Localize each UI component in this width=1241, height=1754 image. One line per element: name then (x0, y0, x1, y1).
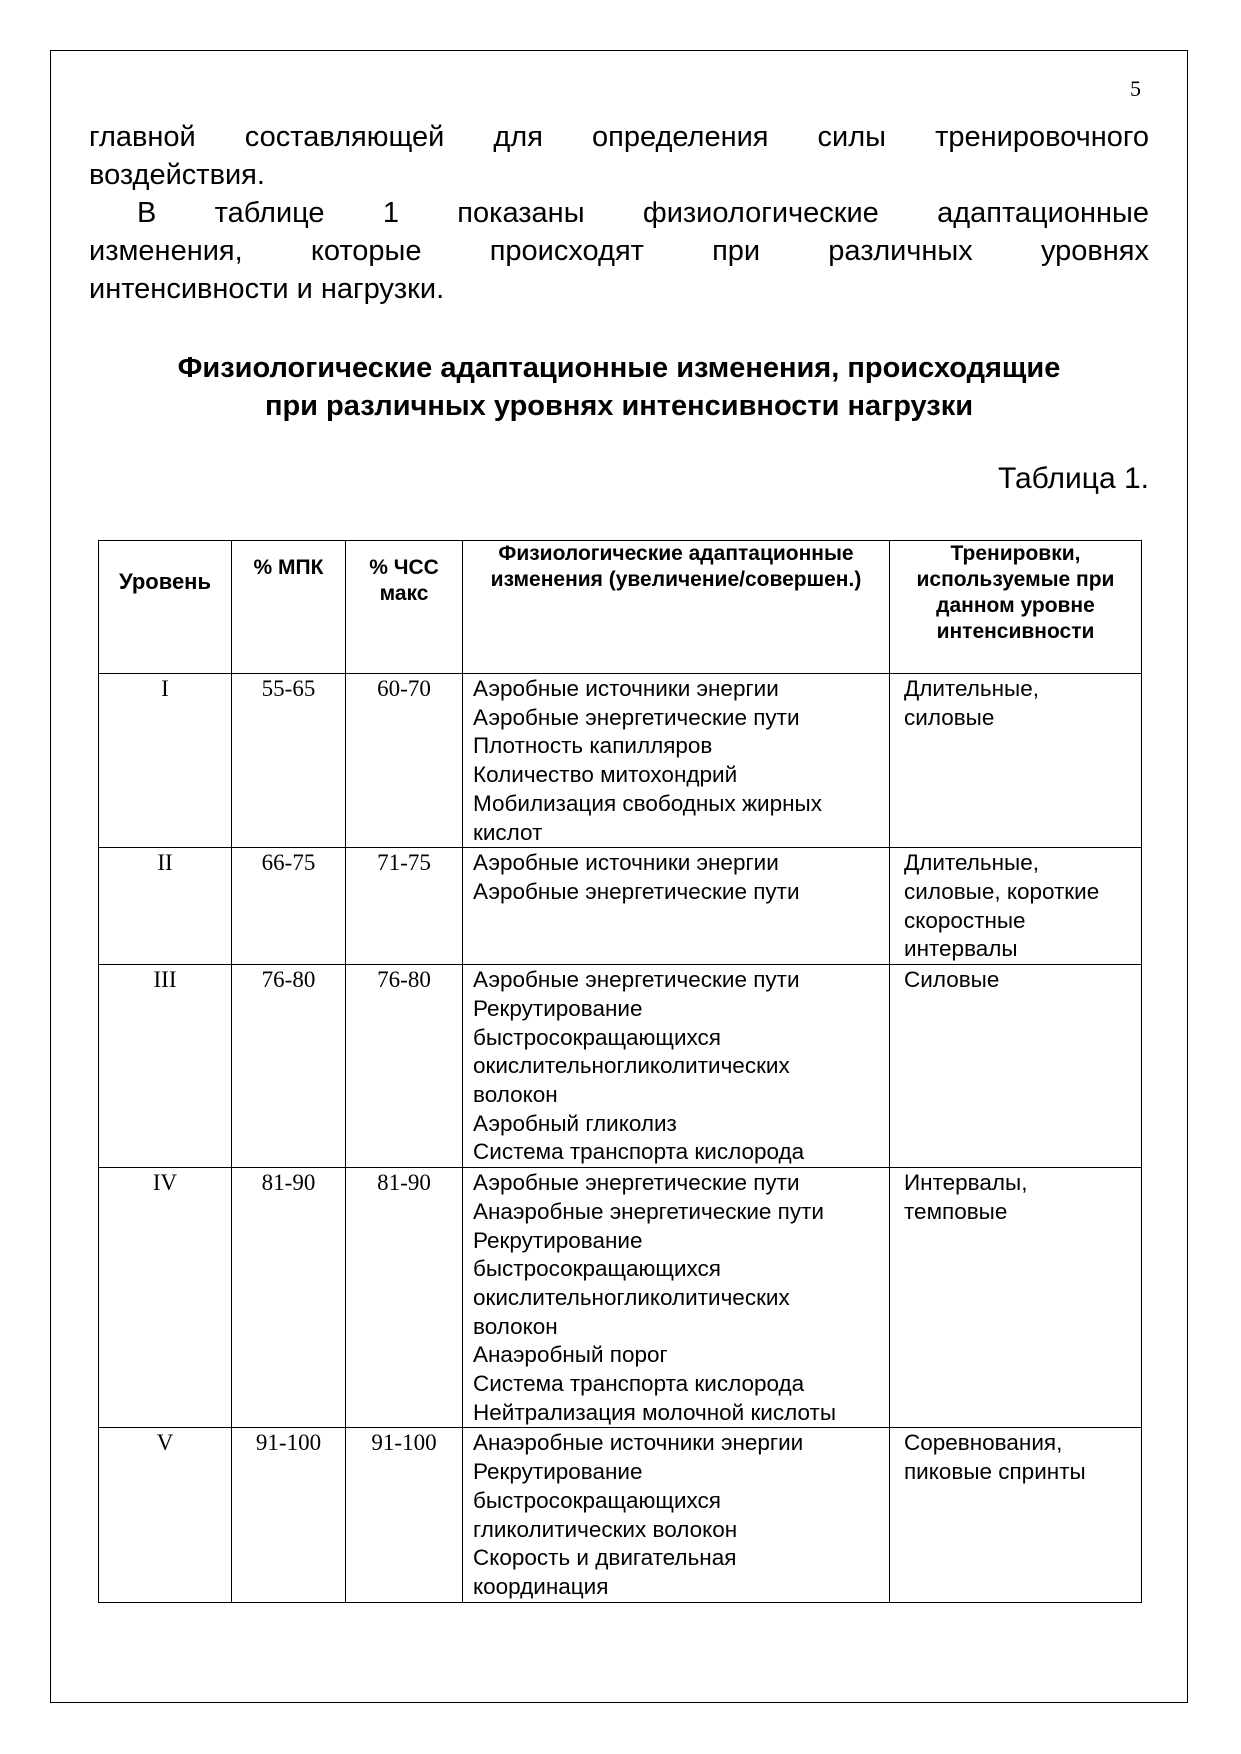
hr-cell: 60-70 (346, 674, 463, 848)
change-item: Аэробные источники энергии (473, 850, 779, 876)
change-item: Анаэробные энергетические пути (473, 1198, 824, 1224)
change-item: быстросокращающихся (473, 1487, 721, 1513)
change-item: координация (473, 1573, 609, 1599)
table-row (99, 965, 1142, 1168)
training-cell (890, 848, 1142, 965)
training-cell (890, 674, 1142, 848)
adaptation-table (98, 540, 1142, 1603)
hr-cell: 71-75 (346, 848, 463, 965)
training-cell (890, 1428, 1142, 1602)
level-cell: IV (99, 1168, 232, 1428)
change-item: гликолитических волокон (473, 1516, 738, 1542)
training-line: пиковые спринты (904, 1459, 1086, 1485)
text-line: В таблице 1 показаны физиологические адаптационные (137, 197, 1149, 229)
change-item: Аэробные источники энергии (473, 676, 779, 701)
change-item: Аэробные энергетические пути (473, 967, 800, 993)
change-item: Аэробные энергетические пути (473, 878, 800, 904)
change-item: волокон (473, 1082, 558, 1108)
changes-cell (463, 965, 890, 1168)
change-item: быстросокращающихся (473, 1024, 721, 1050)
title-line: при различных уровнях интенсивности нагрузки (264, 390, 974, 422)
change-item: Нейтрализация молочной кислоты (473, 1399, 836, 1425)
text-line: изменения, которые происходят при различных уровнях (89, 235, 1149, 267)
training-line: интервалы (904, 936, 1018, 962)
table-header-row (99, 541, 1142, 674)
text-line: интенсивности и нагрузки. (89, 273, 445, 305)
change-item: Рекрутирование (473, 1227, 643, 1253)
vo2-cell: 81-90 (232, 1168, 346, 1428)
training-line: скоростные (904, 907, 1026, 933)
change-item: Рекрутирование (473, 995, 643, 1021)
training-line: Интервалы, (904, 1170, 1028, 1196)
level-cell: I (99, 674, 232, 848)
text-line: воздействия. (89, 159, 265, 191)
change-item: быстросокращающихся (473, 1256, 721, 1282)
text-line: главной составляющей для определения силы тренировочного (89, 121, 1149, 153)
changes-cell (463, 848, 890, 965)
level-cell: V (99, 1428, 232, 1602)
header-level: Уровень (99, 541, 232, 674)
changes-cell (463, 1168, 890, 1428)
paragraph-intro (89, 194, 1149, 308)
table-caption: Таблица 1. (998, 462, 1149, 495)
table-row (99, 674, 1142, 848)
training-line: силовые, короткие (904, 878, 1100, 904)
change-item: Мобилизация свободных жирных (473, 790, 822, 816)
training-cell (890, 1168, 1142, 1428)
change-item: волокон (473, 1313, 558, 1339)
change-item: Скорость и двигательная (473, 1545, 737, 1571)
change-item: кислот (473, 819, 543, 845)
change-item: Аэробные энергетические пути (473, 1170, 800, 1196)
change-item: Система транспорта кислорода (473, 1139, 805, 1165)
change-item: Аэробные энергетические пути (473, 704, 800, 730)
table-title (89, 349, 1149, 425)
vo2-cell: 76-80 (232, 965, 346, 1168)
training-line: Соревнования, (904, 1430, 1063, 1456)
header-training: Тренировки, используемые при данном уровне интенсивности (890, 541, 1142, 674)
training-line: силовые (904, 704, 995, 730)
header-changes: Физиологические адаптационные изменения (увеличение/совершен.) (463, 541, 890, 674)
vo2-cell: 66-75 (232, 848, 346, 965)
training-line: Длительные, (904, 676, 1039, 701)
change-item: Аэробный гликолиз (473, 1110, 677, 1136)
table-row (99, 848, 1142, 965)
vo2-cell: 55-65 (232, 674, 346, 848)
change-item: Анаэробные источники энергии (473, 1430, 804, 1456)
change-item: Анаэробный порог (473, 1342, 668, 1368)
change-item: Система транспорта кислорода (473, 1371, 805, 1397)
training-cell (890, 965, 1142, 1168)
title-line: Физиологические адаптационные изменения, происходящие (177, 352, 1061, 384)
vo2-cell: 91-100 (232, 1428, 346, 1602)
training-line: Длительные, (904, 850, 1039, 876)
change-item: Плотность капилляров (473, 733, 713, 759)
change-item: окислительногликолитических (473, 1284, 790, 1310)
paragraph-continuation (89, 118, 1149, 194)
hr-cell: 76-80 (346, 965, 463, 1168)
training-line: Силовые (904, 967, 1000, 993)
table-row (99, 1428, 1142, 1602)
changes-cell (463, 674, 890, 848)
header-vo2: % МПК (232, 541, 346, 674)
header-hr: % ЧСС макс (346, 541, 463, 674)
page-number: 5 (1130, 76, 1141, 101)
training-line: темповые (904, 1198, 1008, 1224)
hr-cell: 91-100 (346, 1428, 463, 1602)
table-row (99, 1168, 1142, 1428)
change-item: Рекрутирование (473, 1459, 643, 1485)
change-item: Количество митохондрий (473, 762, 738, 788)
hr-cell: 81-90 (346, 1168, 463, 1428)
level-cell: III (99, 965, 232, 1168)
level-cell: II (99, 848, 232, 965)
changes-cell (463, 1428, 890, 1602)
change-item: окислительногликолитических (473, 1053, 790, 1079)
